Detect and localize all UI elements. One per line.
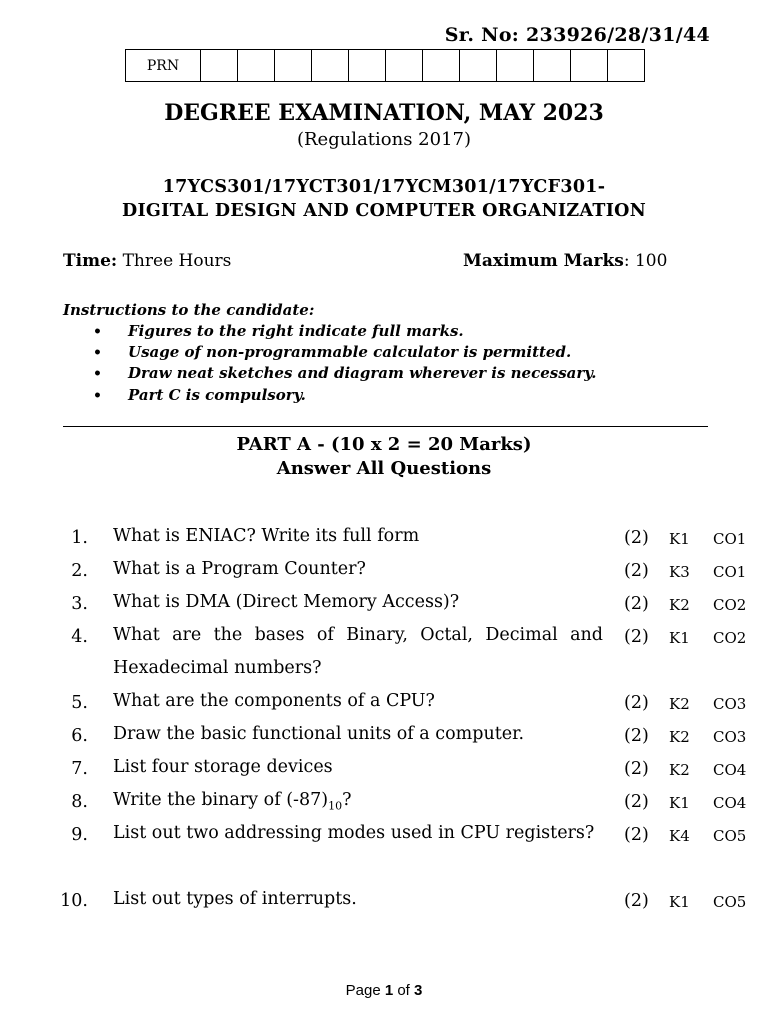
prn-cell[interactable] xyxy=(497,50,534,82)
question-marks: (2) xyxy=(624,726,649,746)
bullet-icon: • xyxy=(93,324,102,340)
question-marks: (2) xyxy=(624,528,649,548)
prn-cell[interactable] xyxy=(386,50,423,82)
prn-cell[interactable] xyxy=(238,50,275,82)
question-text: What is ENIAC? Write its full form xyxy=(113,526,420,546)
question-number: 1. xyxy=(71,528,88,548)
question-row xyxy=(0,887,768,920)
question-number: 4. xyxy=(71,627,88,647)
instruction-item: • Part C is compulsory. xyxy=(93,385,306,404)
question-marks: (2) xyxy=(624,891,649,911)
course-outcome: CO2 xyxy=(713,629,747,647)
course-outcome: CO1 xyxy=(713,530,747,548)
prn-label: PRN xyxy=(126,50,201,82)
knowledge-level: K2 xyxy=(669,761,690,779)
question-list xyxy=(0,524,768,920)
subscript-base: 10 xyxy=(328,799,343,813)
prn-cell[interactable] xyxy=(460,50,497,82)
course-name: DIGITAL DESIGN AND COMPUTER ORGANIZATION xyxy=(121,201,647,221)
instructions-list xyxy=(93,322,597,407)
page-current: 1 xyxy=(384,982,394,999)
question-row xyxy=(0,821,768,887)
knowledge-level: K1 xyxy=(669,794,690,812)
question-marks: (2) xyxy=(624,693,649,713)
course-outcome: CO5 xyxy=(713,827,747,845)
prn-cell[interactable] xyxy=(201,50,238,82)
course-outcome: CO5 xyxy=(713,893,747,911)
bullet-icon: • xyxy=(93,387,102,404)
prn-cell[interactable] xyxy=(349,50,386,82)
instruction-item: • Draw neat sketches and diagram wherever is necessary. xyxy=(93,364,597,383)
instruction-item: • Figures to the right indicate full marks. xyxy=(93,322,464,340)
page-footer: Page 1 of 3 xyxy=(345,982,423,999)
page-total: 3 xyxy=(414,982,423,999)
prn-cell[interactable] xyxy=(608,50,645,82)
question-marks: (2) xyxy=(624,792,649,812)
instructions-heading: Instructions to the candidate: xyxy=(63,301,315,319)
knowledge-level: K1 xyxy=(669,530,690,548)
knowledge-level: K2 xyxy=(669,728,690,746)
question-marks: (2) xyxy=(624,759,649,779)
question-number: 10. xyxy=(60,891,88,911)
max-marks-value: : 100 xyxy=(623,251,668,271)
question-number: 9. xyxy=(71,825,88,845)
part-a-title: PART A - (10 x 2 = 20 Marks) xyxy=(236,434,532,455)
max-marks-info xyxy=(463,251,667,271)
course-outcome: CO4 xyxy=(713,761,747,779)
prn-cell[interactable] xyxy=(275,50,312,82)
instruction-item: • Usage of non-programmable calculator is permitted. xyxy=(93,343,572,362)
knowledge-level: K1 xyxy=(669,893,690,911)
prn-cell[interactable] xyxy=(534,50,571,82)
question-marks: (2) xyxy=(624,561,649,581)
max-marks-label: Maximum Marks xyxy=(463,251,624,271)
course-outcome: CO4 xyxy=(713,794,747,812)
question-number: 3. xyxy=(71,594,88,614)
time-value: Three Hours xyxy=(117,251,232,271)
question-text: What is DMA (Direct Memory Access)? xyxy=(113,592,460,612)
knowledge-level: K2 xyxy=(669,596,690,614)
prn-cell[interactable] xyxy=(423,50,460,82)
question-text: List out two addressing modes used in CPU registers? xyxy=(113,823,595,843)
question-number: 7. xyxy=(71,759,88,779)
question-row xyxy=(0,623,768,689)
question-text: Write the binary of $(-87)_{10}$? xyxy=(113,790,352,813)
question-text: List out types of interrupts. xyxy=(113,889,357,909)
prn-cell[interactable] xyxy=(312,50,349,82)
knowledge-level: K1 xyxy=(669,629,690,647)
course-outcome: CO1 xyxy=(713,563,747,581)
part-a-subtitle: Answer All Questions xyxy=(276,458,492,479)
question-number: 5. xyxy=(71,693,88,713)
question-text: What are the bases of Binary, Octal, Decimal and Hexadecimal numbers? xyxy=(113,625,603,678)
course-outcome: CO2 xyxy=(713,596,747,614)
course-outcome: CO3 xyxy=(713,728,747,746)
prn-box xyxy=(125,49,645,82)
prn-cell[interactable] xyxy=(571,50,608,82)
exam-title: DEGREE EXAMINATION, MAY 2023 xyxy=(164,100,604,126)
question-marks: (2) xyxy=(624,627,649,647)
time-label: Time: xyxy=(63,251,118,271)
bullet-icon: • xyxy=(93,366,102,383)
question-text: Draw the basic functional units of a computer. xyxy=(113,724,525,744)
time-info xyxy=(63,251,231,271)
question-text: What are the components of a CPU? xyxy=(113,691,435,711)
question-number: 8. xyxy=(71,792,88,812)
knowledge-level: K2 xyxy=(669,695,690,713)
question-marks: (2) xyxy=(624,825,649,845)
knowledge-level: K3 xyxy=(669,563,690,581)
regulations: (Regulations 2017) xyxy=(296,129,472,150)
knowledge-level: K4 xyxy=(669,827,690,845)
question-marks: (2) xyxy=(624,594,649,614)
divider-line xyxy=(63,426,708,427)
bullet-icon: • xyxy=(93,345,102,362)
question-number: 6. xyxy=(71,726,88,746)
course-codes: 17YCS301/17YCT301/17YCM301/17YCF301- xyxy=(162,177,606,197)
question-text: List four storage devices xyxy=(113,757,333,777)
course-outcome: CO3 xyxy=(713,695,747,713)
question-number: 2. xyxy=(71,561,88,581)
serial-number: Sr. No: 233926/28/31/44 xyxy=(444,24,710,46)
question-text: What is a Program Counter? xyxy=(113,559,366,579)
